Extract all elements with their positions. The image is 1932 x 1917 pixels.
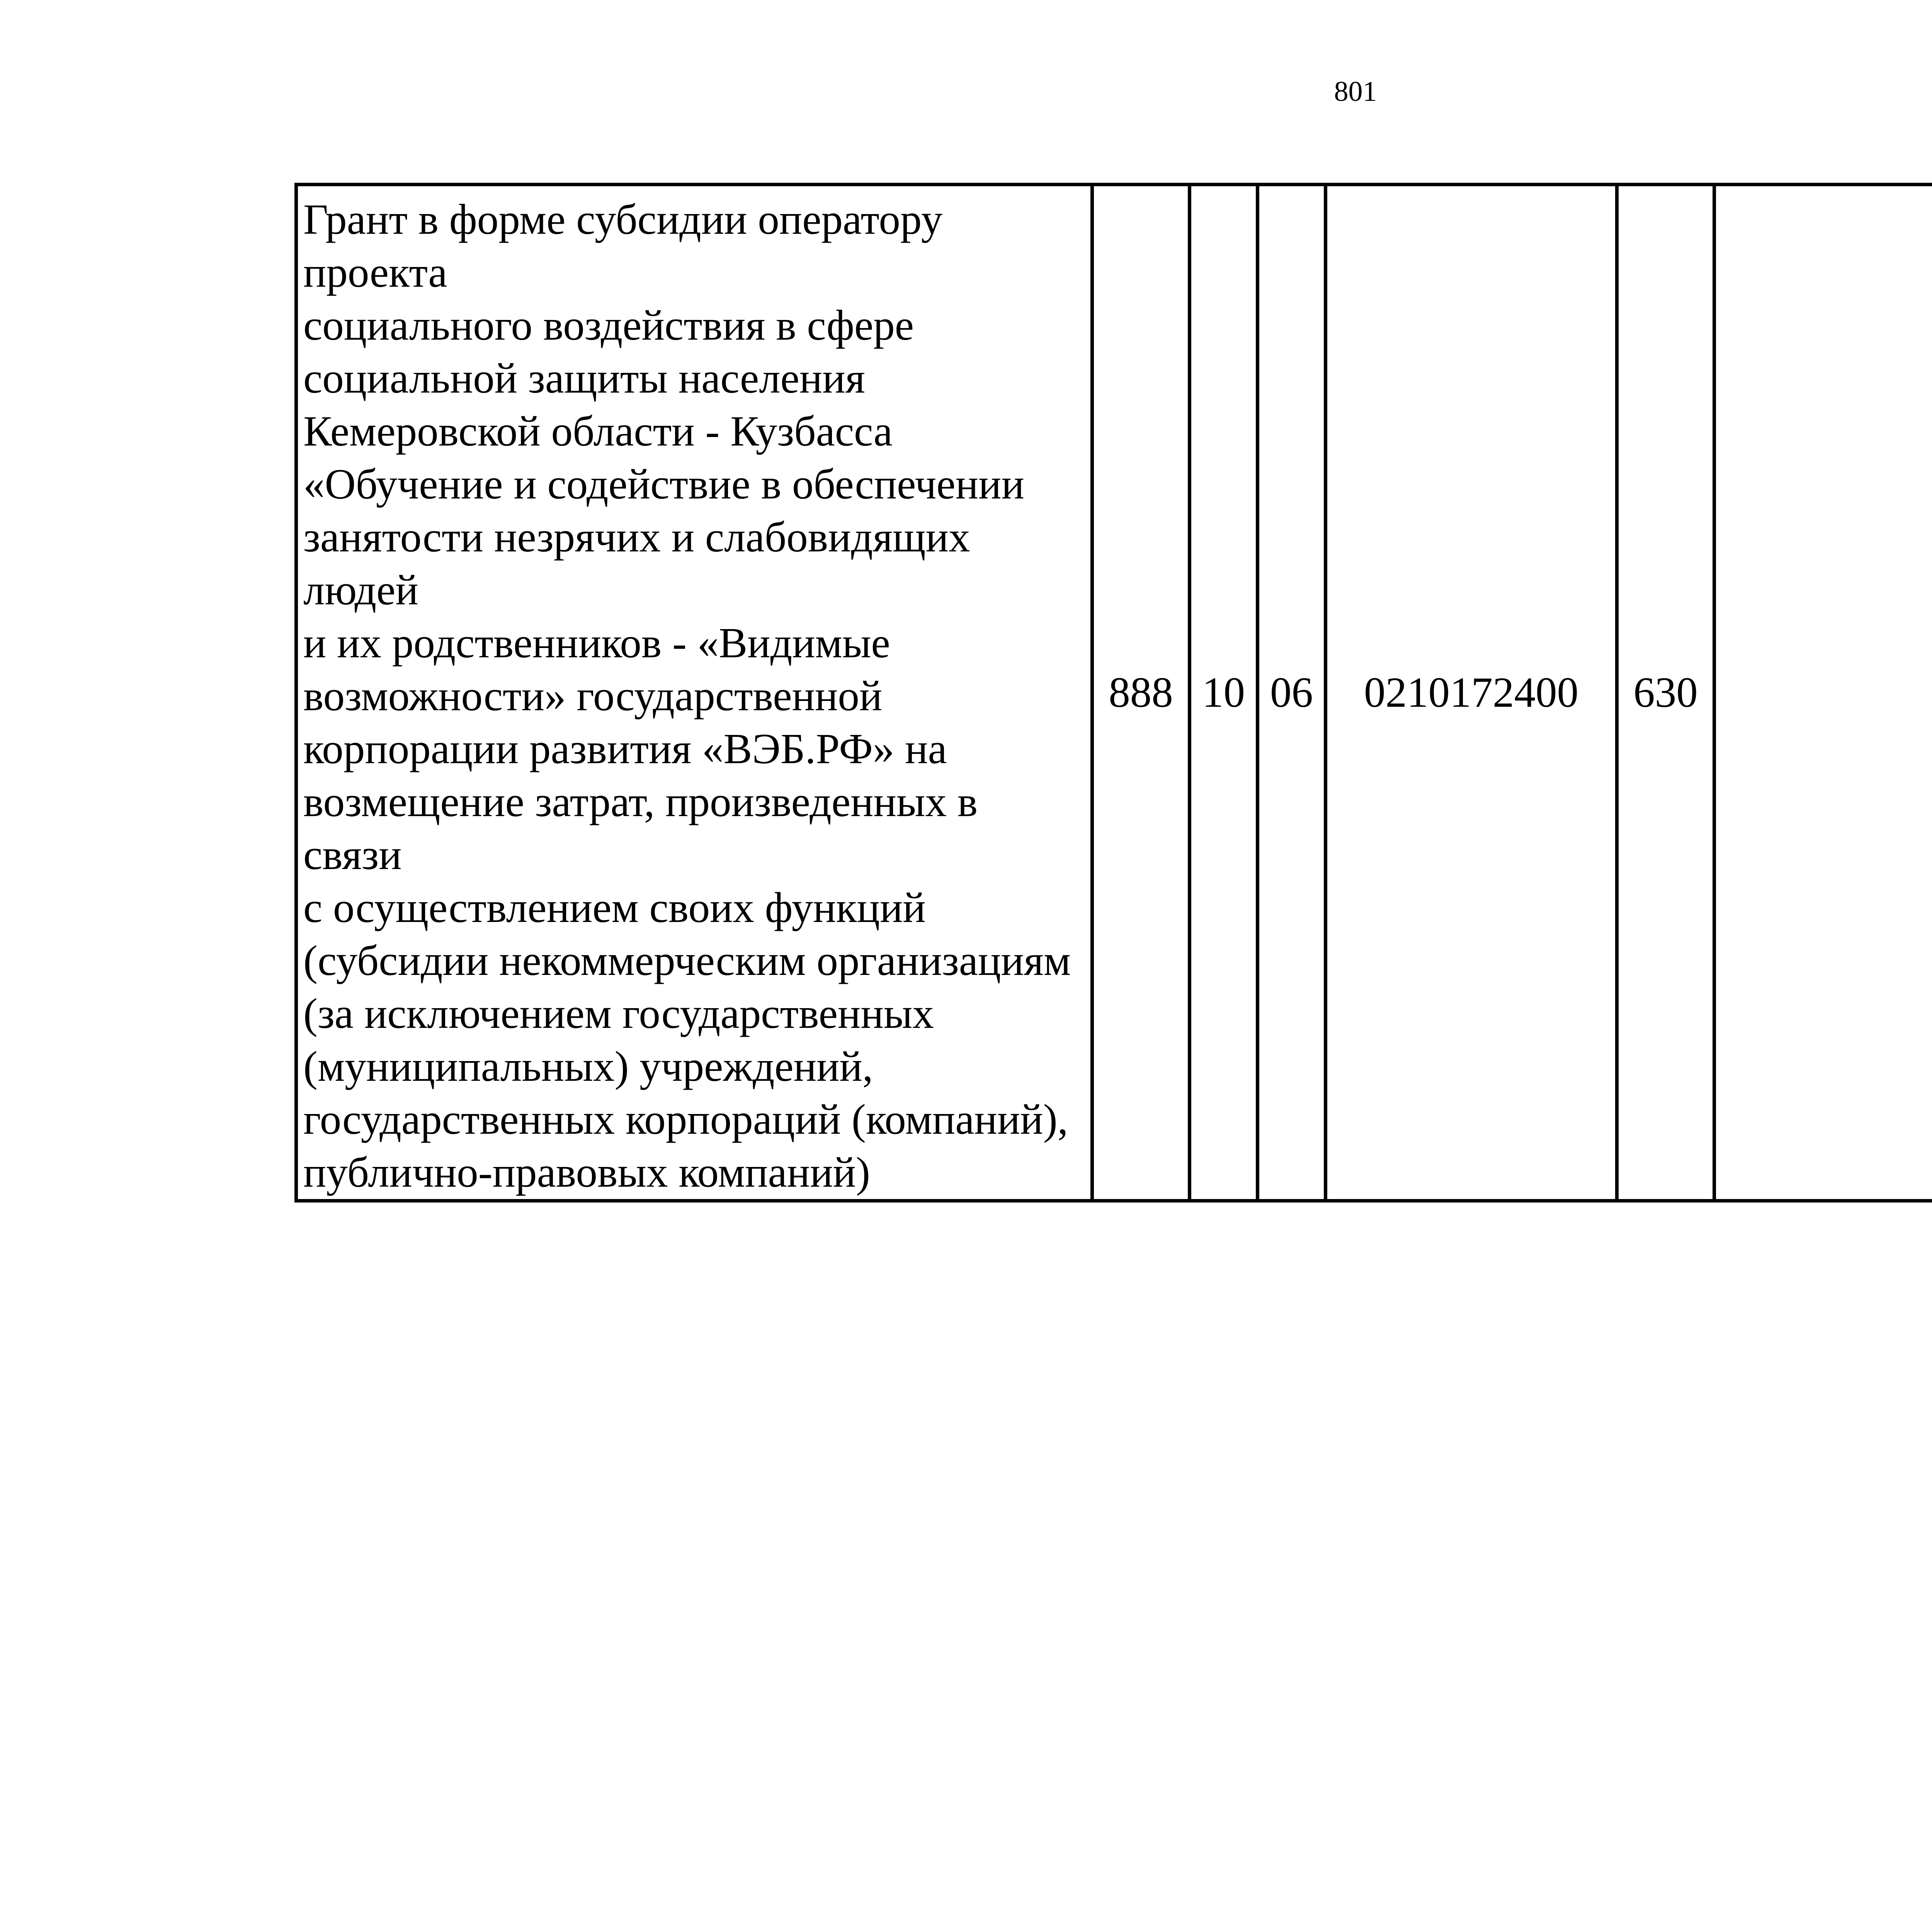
section-cell: 10 xyxy=(1190,185,1258,1201)
description-cell: Грант в форме субсидии оператору проекта социального воздействия в сфере социальной защиты населения Кемеровской области - Кузбасса «Обучение и содействие в обеспечении занятости незрячих и слабовидящих людей и их родственников - «Видимые возможности» государственной корпорации развития «ВЭБ.РФ» на возмещение затрат, произведенных в связи с осуществлением своих функций (субсидии некоммерческим организациям (за исключением государственных (муниципальных) учреждений, государственных корпораций (компаний), публично-правовых компаний) xyxy=(296,185,1092,1201)
empty-cell xyxy=(1714,185,1932,1201)
table-row xyxy=(296,185,1932,1201)
budget-table xyxy=(294,183,1932,1203)
subsection-cell: 06 xyxy=(1258,185,1326,1201)
expense-type-cell: 630 xyxy=(1617,185,1714,1201)
department-code-cell: 888 xyxy=(1092,185,1190,1201)
target-article-cell: 0210172400 xyxy=(1326,185,1617,1201)
page-number: 801 xyxy=(1334,76,1377,107)
